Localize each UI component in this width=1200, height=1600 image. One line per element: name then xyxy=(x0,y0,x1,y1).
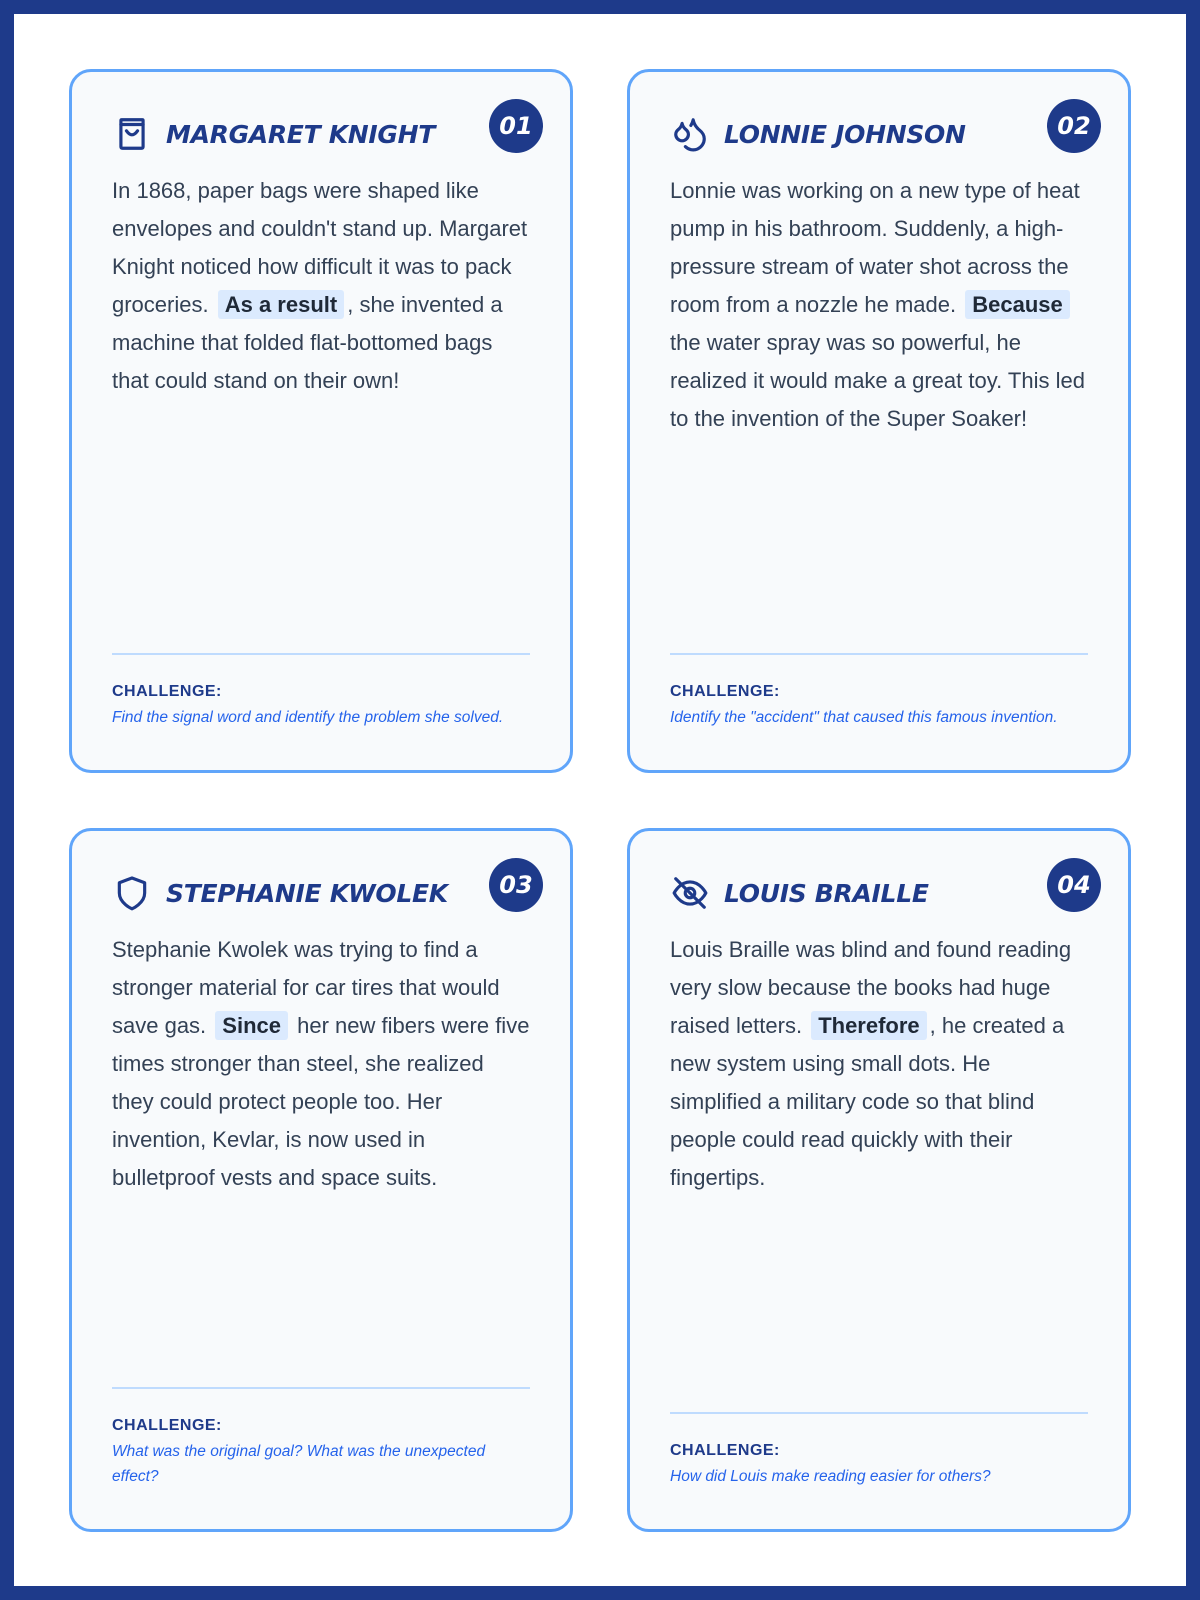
card-number-badge: 02 xyxy=(1047,99,1101,153)
card-number-badge: 01 xyxy=(489,99,543,153)
eye-off-icon xyxy=(670,873,710,913)
inventor-name: LOUIS BRAILLE xyxy=(724,878,929,908)
challenge-label: CHALLENGE: xyxy=(112,1417,222,1434)
story-text xyxy=(112,931,530,1197)
card-header xyxy=(670,869,1088,917)
story-text xyxy=(112,172,530,400)
card-grid xyxy=(69,69,1131,1532)
story-text-end: , he created a new system using small dots. He simplified a military code so that blind people could read quickly with their fingertips. xyxy=(670,1013,1065,1190)
story-text-start: Lonnie was working on a new type of heat pump in his bathroom. Suddenly, a high-pressure stream of water shot across the room from a nozzle he made. xyxy=(670,178,1080,317)
card-header xyxy=(112,869,530,917)
shopping-bag-icon xyxy=(112,114,152,154)
card-header xyxy=(670,110,1088,158)
signal-word-highlight: As a result xyxy=(218,290,345,319)
signal-word-highlight: Since xyxy=(215,1011,288,1040)
story-text-end: her new fibers were five times stronger than steel, she realized they could protect people too. Her invention, Kevlar, is now used in bulletproof vests and space suits. xyxy=(112,1013,530,1190)
shield-icon xyxy=(112,873,152,913)
story-text xyxy=(670,172,1088,438)
story-text-start: In 1868, paper bags were shaped like envelopes and couldn't stand up. Margaret Knight noticed how difficult it was to pack groceries. xyxy=(112,178,528,317)
challenge-question: Find the signal word and identify the problem she solved. xyxy=(112,709,504,726)
challenge-question: What was the original goal? What was the unexpected effect? xyxy=(112,1443,486,1485)
challenge-section xyxy=(670,1412,1088,1489)
story-text-start: Louis Braille was blind and found reading very slow because the books had huge raised letters. xyxy=(670,937,1072,1038)
story-text xyxy=(670,931,1088,1197)
inventor-name: MARGARET KNIGHT xyxy=(166,119,436,149)
challenge-section xyxy=(112,653,530,730)
card-number-badge: 03 xyxy=(489,858,543,912)
challenge-label: CHALLENGE: xyxy=(670,683,780,700)
inventor-name: STEPHANIE KWOLEK xyxy=(166,878,448,908)
challenge-label: CHALLENGE: xyxy=(112,683,222,700)
challenge-section xyxy=(670,653,1088,730)
worksheet-page xyxy=(14,14,1186,1586)
challenge-section xyxy=(112,1387,530,1489)
challenge-question: Identify the "accident" that caused this famous invention. xyxy=(670,709,1058,726)
signal-word-highlight: Because xyxy=(965,290,1070,319)
signal-word-highlight: Therefore xyxy=(811,1011,926,1040)
inventor-name: LONNIE JOHNSON xyxy=(724,119,966,149)
story-text-end: the water spray was so powerful, he realized it would make a great toy. This led to the invention of the Super Soaker! xyxy=(670,330,1085,431)
inventor-card-stephanie-kwolek xyxy=(69,828,573,1532)
card-number-badge: 04 xyxy=(1047,858,1101,912)
story-text-end: , she invented a machine that folded flat-bottomed bags that could stand on their own! xyxy=(112,292,503,393)
challenge-question: How did Louis make reading easier for others? xyxy=(670,1468,991,1485)
story-text-start: Stephanie Kwolek was trying to find a stronger material for car tires that would save gas. xyxy=(112,937,500,1038)
challenge-label: CHALLENGE: xyxy=(670,1442,780,1459)
water-drops-icon xyxy=(670,114,710,154)
card-header xyxy=(112,110,530,158)
inventor-card-lonnie-johnson xyxy=(627,69,1131,773)
inventor-card-margaret-knight xyxy=(69,69,573,773)
inventor-card-louis-braille xyxy=(627,828,1131,1532)
